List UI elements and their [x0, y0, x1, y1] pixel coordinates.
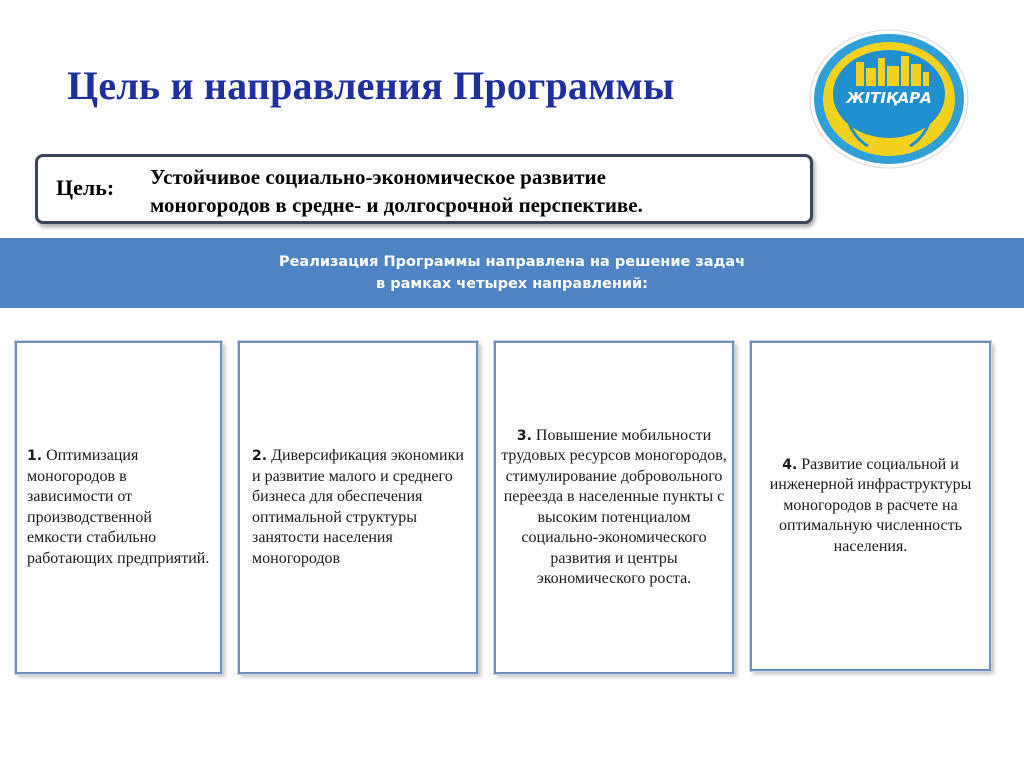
direction-card-3	[494, 341, 734, 674]
goal-text-line-2: моногородов в средне- и долгосрочной перспективе.	[150, 193, 643, 217]
page-title: Цель и направления Программы	[67, 63, 675, 108]
direction-text: Повышение мобильности трудовых ресурсов моногородов, стимулирование добровольного переезда в населенные пункты с высоким потенциалом социально-экономического развития и центры экономического роста.	[501, 426, 727, 587]
zhitikara-emblem-icon	[808, 28, 970, 170]
goal-text-line-1: Устойчивое социально-экономическое развитие	[150, 165, 606, 189]
direction-number: 3.	[516, 427, 532, 444]
goal-label: Цель:	[56, 175, 115, 200]
direction-card-4	[750, 341, 991, 671]
direction-text: Диверсификация экономики и развитие малого и среднего бизнеса для обеспечения оптимальной структуры занятости населения моногородов	[252, 447, 464, 567]
direction-card-2	[238, 341, 478, 674]
direction-text: Оптимизация моногородов в зависимости от производственной емкости стабильно работающих предприятий.	[27, 447, 210, 567]
direction-number: 1.	[27, 448, 43, 464]
banner-line-2: в рамках четырех направлений:	[376, 276, 648, 292]
goal-box	[35, 154, 813, 224]
direction-card-1	[15, 341, 222, 674]
svg-text:ЖІТІҚАРА: ЖІТІҚАРА	[846, 89, 932, 107]
banner-line-1: Реализация Программы направлена на решение задач	[278, 254, 746, 270]
direction-text: Развитие социальной и инженерной инфраструктуры моногородов в расчете на оптимальную численность населения.	[769, 455, 972, 555]
direction-number: 4.	[782, 456, 798, 473]
direction-number: 2.	[252, 448, 268, 464]
goal-text	[150, 163, 800, 219]
implementation-banner	[0, 238, 1024, 308]
